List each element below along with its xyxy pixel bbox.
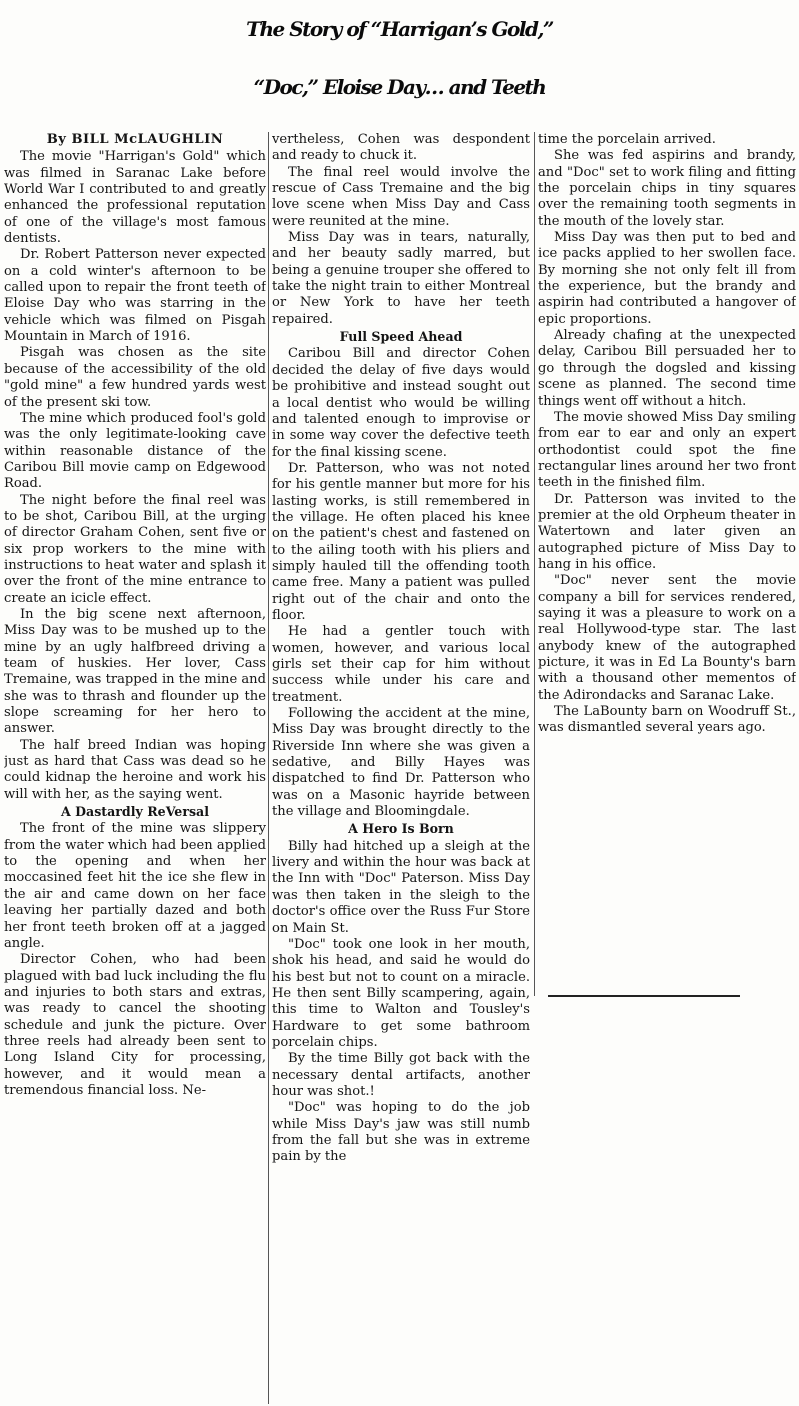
article-column-2 [272,132,530,1404]
column-rule-left [268,132,269,1404]
subhead-full-speed-ahead: Full Speed Ahead [339,329,463,345]
paragraph: Dr. Patterson was invited to the premier at the old Orpheum theater in Watertown and later given an autographed picture of Miss Day to hang in his office. [538,491,796,572]
paragraph: The half breed Indian was hoping just as hard that Cass was dead so he could kidnap the heroine and work his will with her, as the saying went. [4,737,266,802]
paragraph: "Doc" never sent the movie company a bill for services rendered, saying it was a pleasure to work on a real Hollywood-type star. The last anybody knew of the autographed picture, it was in Ed La Bounty's barn with a thousand other mementos of the Adirondacks and Saranac Lake. [538,573,796,703]
paragraph: Miss Day was then put to bed and ice packs applied to her swollen face. By morning she not only felt ill from the experience, but the brandy and aspirin had contributed a hangover of epic proportions. [538,230,796,327]
subhead-dastardly-reversal: A Dastardly ReVersal [60,804,209,820]
end-of-article-rule [548,995,740,997]
paragraph: vertheless, Cohen was despondent and ready to chuck it. [272,132,530,164]
paragraph: Director Cohen, who had been plagued with bad luck including the flu and injuries to both stars and extras, was ready to cancel the shooting schedule and junk the picture. Over three reels had already been sent to Long Island City for processing, however, and it would mean a tremendous financial loss. Ne- [4,952,266,1098]
paragraph: She was fed aspirins and brandy, and "Doc" set to work filing and fitting the porcelain chips in tiny squares over the remaining tooth segments in the mouth of the lovely star. [538,148,796,229]
paragraph: Following the accident at the mine, Miss Day was brought directly to the Riverside Inn where she was given a sedative, and Billy Hayes was dispatched to find Dr. Patterson who was on a Masonic hayride between the village and Bloomingdale. [272,706,530,820]
paragraph: He had a gentler touch with women, however, and various local girls set their cap for him without success while under his care and treatment. [272,624,530,705]
paragraph: The LaBounty barn on Woodruff St., was dismantled several years ago. [538,704,796,736]
paragraph: The mine which produced fool's gold was the only legitimate-looking cave within reasonable distance of the Caribou Bill movie camp on Edgewood Road. [4,410,266,492]
byline: By BILL McLAUGHLIN [46,132,224,147]
paragraph: Billy had hitched up a sleigh at the livery and within the hour was back at the Inn with "Doc" Paterson. Miss Day was then taken in the sleigh to the doctor's office over the Russ Fur Store on Main St. [272,838,530,936]
headline-line-2: “Doc,” Eloise Day… and Teeth [253,75,546,99]
paragraph: time the porcelain arrived. [538,132,716,147]
paragraph: Already chafing at the unexpected delay, Caribou Bill persuaded her to go through the dogsled and kissing scene as planned. The second time things went off without a hitch. [538,328,796,409]
paragraph: Caribou Bill and director Cohen decided the delay of five days would be prohibitive and instead sought out a local dentist who would be willing and talented enough to improvise or in some way cover the defective teeth for the final kissing scene. [272,346,530,460]
paragraph: Pisgah was chosen as the site because of the accessibility of the old "gold mine" a few hundred yards west of the present ski tow. [4,345,266,410]
paragraph: The front of the mine was slippery from the water which had been applied to the opening and when her moccasined feet hit the ice she flew in the air and came down on her face leaving her partially dazed and both her front teeth broken off at a jagged angle. [4,821,266,951]
paragraph: In the big scene next afternoon, Miss Day was to be mushed up to the mine by an ugly halfbreed driving a team of huskies. Her lover, Cass Tremaine, was trapped in the mine and she was to thrash and flounder up the slope screaming for her hero to answer. [4,606,266,737]
headline [0,0,799,130]
paragraph: Dr. Patterson, who was not noted for his gentle manner but more for his lasting works, is still remembered in the village. He often placed his knee on the patient's chest and fastened on to the ailing tooth with his pliers and simply hauled till the offending tooth came free. Many a patient was pulled right out of the chair and onto the floor. [272,460,530,623]
article-column-3 [538,132,796,1404]
paragraph: "Doc" was hoping to do the job while Miss Day's jaw was still numb from the fall but she was in extreme pain by the [272,1100,530,1165]
column-rule-right [534,132,535,996]
paragraph: "Doc" took one look in her mouth, shok his head, and said he would do his best but not to count on a miracle. He then sent Billy scampering, again, this time to Walton and Tousley's Hardware to get some bathroom porcelain chips. [272,936,530,1050]
paragraph: Dr. Robert Patterson never expected on a cold winter's afternoon to be called upon to repair the front teeth of Eloise Day who was starring in the vehicle which was filmed on Pisgah Mountain in March of 1916. [4,247,266,345]
paragraph: The night before the final reel was to be shot, Caribou Bill, at the urging of director Graham Cohen, sent five or six prop workers to the mine with instructions to heat water and splash it over the front of the mine entrance to create an icicle effect. [4,492,266,606]
paragraph: The movie "Harrigan's Gold" which was filmed in Saranac Lake before World War I contributed to and greatly enhanced the professional reputation of one of the village's most famous dentists. [4,149,266,247]
subhead-a-hero-is-born: A Hero Is Born [348,821,454,837]
article-column-1 [4,132,266,1404]
paragraph: The final reel would involve the rescue of Cass Tremaine and the big love scene when Miss Day and Cass were reunited at the mine. [272,164,530,229]
paragraph: By the time Billy got back with the necessary dental artifacts, another hour was shot.! [272,1051,530,1099]
headline-line-1: The Story of “Harrigan’s Gold,” [246,17,553,41]
paragraph: The movie showed Miss Day smiling from ear to ear and only an expert orthodontist could spot the fine rectangular lines around her two front teeth in the finished film. [538,409,796,491]
paragraph: Miss Day was in tears, naturally, and her beauty sadly marred, but being a genuine trouper she offered to take the night train to either Montreal or New York to have her teeth repaired. [272,230,530,327]
